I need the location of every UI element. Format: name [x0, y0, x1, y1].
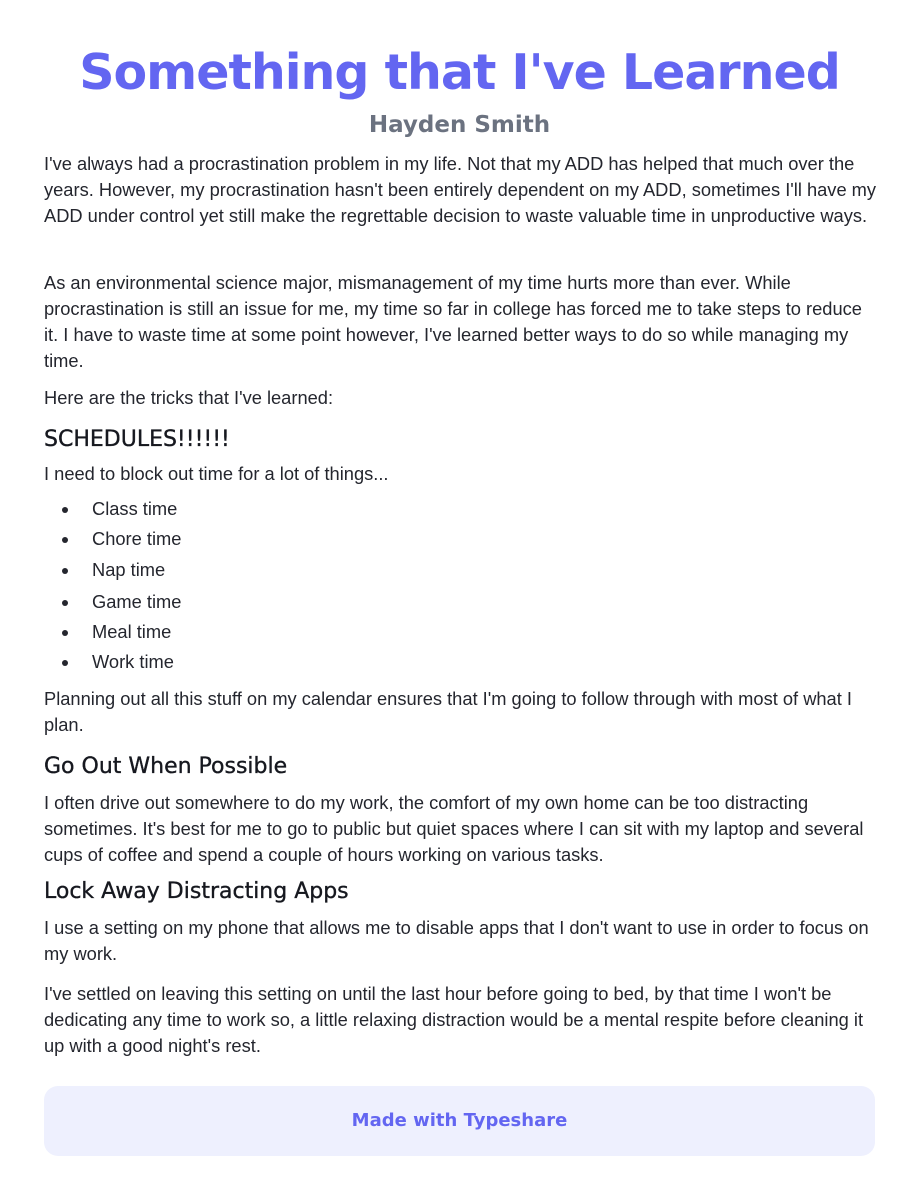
list-item-label: Game time [92, 591, 182, 612]
intro-paragraph-1: I've always had a procrastination problem in my life. Not that my ADD has helped that much over the years. However, my procrastination hasn't been entirely dependent on my ADD, sometimes I'll have my ADD under control yet still make the regrettable decision to waste valuable time in unproductive ways. [44, 153, 877, 226]
document-title: Something that I've Learned [79, 44, 840, 101]
intro-paragraph-3: Here are the tricks that I've learned: [44, 387, 334, 408]
schedules-lead: I need to block out time for a lot of things... [44, 463, 389, 484]
list-item-label: Class time [92, 498, 178, 519]
schedules-closing: Planning out all this stuff on my calendar ensures that I'm going to follow through with most of what I plan. [44, 688, 852, 735]
bullet-icon [62, 660, 68, 666]
lock-apps-paragraph-2: I've settled on leaving this setting on until the last hour before going to bed, by that time I won't be dedicating any time to work so, a little relaxing distraction would be a mental respite before cleaning it up with a good night's rest. [44, 983, 864, 1056]
section-heading-go-out: Go Out When Possible [44, 754, 288, 779]
list-item-label: Chore time [92, 528, 182, 549]
section-heading-schedules: SCHEDULES!!!!!! [44, 427, 230, 452]
section-heading-lock-apps: Lock Away Distracting Apps [44, 879, 349, 904]
list-item-label: Work time [92, 651, 174, 672]
intro-paragraph-2: As an environmental science major, mismanagement of my time hurts more than ever. While procrastination is still an issue for me, my time so far in college has forced me to take steps to reduce it. I have to waste time at some point however, I've learned better ways to do so while managing my time. [44, 272, 862, 371]
lock-apps-paragraph-1: I use a setting on my phone that allows me to disable apps that I don't want to use in order to focus on my work. [44, 917, 869, 964]
bullet-icon [62, 507, 68, 513]
bullet-icon [62, 630, 68, 636]
bullet-icon [62, 600, 68, 606]
list-item-label: Nap time [92, 559, 166, 580]
made-with-typeshare-link[interactable]: Made with Typeshare [351, 1110, 568, 1131]
typeshare-footer [44, 1086, 875, 1156]
author-name: Hayden Smith [368, 112, 551, 138]
bullet-icon [62, 537, 68, 543]
list-item-label: Meal time [92, 621, 172, 642]
bullet-icon [62, 568, 68, 574]
go-out-paragraph: I often drive out somewhere to do my work, the comfort of my own home can be too distracting sometimes. It's best for me to go to public but quiet spaces where I can sit with my laptop and several cups of coffee and spend a couple of hours working on various tasks. [44, 792, 864, 865]
